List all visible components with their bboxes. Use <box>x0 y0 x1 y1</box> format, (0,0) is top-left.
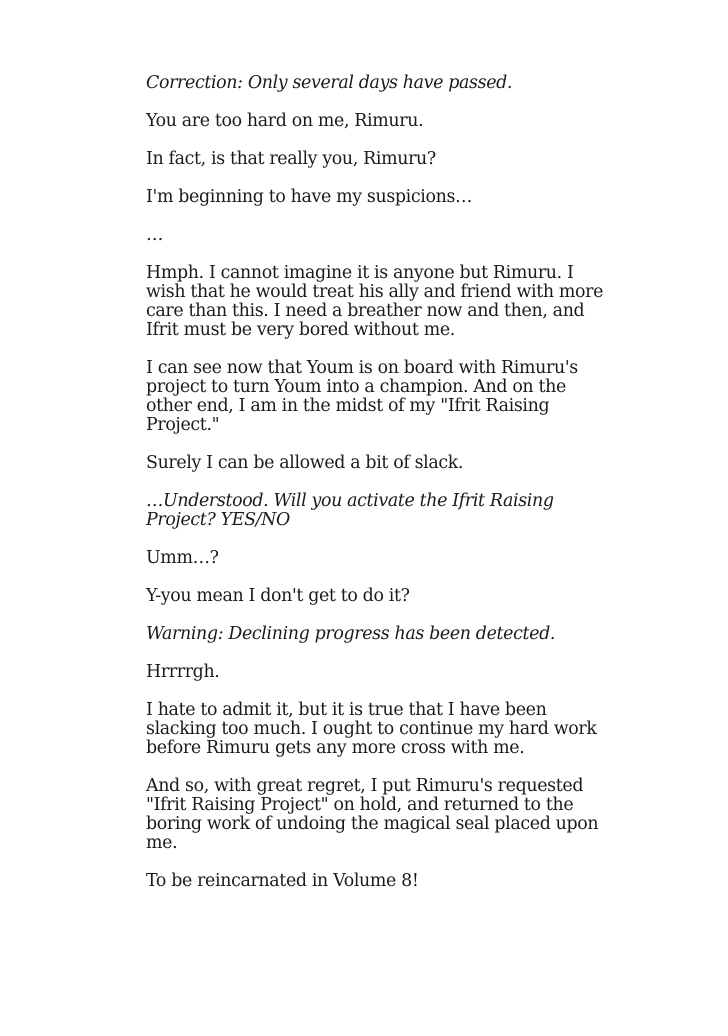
paragraph: …Understood. Will you activate the Ifrit Raising Project? YES/NO <box>146 491 554 530</box>
paragraph: Umm…? <box>146 548 219 568</box>
paragraph: Hmph. I cannot imagine it is anyone but Rimuru. I wish that he would treat his ally and friend with more care than this. I need a breather now and then, and Ifrit must be very bored without me. <box>146 263 604 340</box>
paragraph: Warning: Declining progress has been detected. <box>146 624 556 644</box>
paragraph: And so, with great regret, I put Rimuru's requested "Ifrit Raising Project" on hold, and returned to the boring work of undoing the magical seal placed upon me. <box>146 776 599 853</box>
paragraph: I hate to admit it, but it is true that I have been slacking too much. I ought to continue my hard work before Rimuru gets any more cross with me. <box>146 700 597 758</box>
paragraph: To be reincarnated in Volume 8! <box>146 871 419 891</box>
paragraph: … <box>146 225 164 245</box>
paragraph: Surely I can be allowed a bit of slack. <box>146 453 464 473</box>
paragraph: In fact, is that really you, Rimuru? <box>146 149 436 169</box>
paragraph: Hrrrrgh. <box>146 662 220 682</box>
paragraph: Y-you mean I don't get to do it? <box>146 586 410 606</box>
paragraph: Correction: Only several days have passed. <box>146 73 513 93</box>
paragraph: I can see now that Youm is on board with Rimuru's project to turn Youm into a champion. And on the other end, I am in the midst of my "Ifrit Raising Project." <box>146 358 578 435</box>
document-body <box>146 74 606 910</box>
paragraph: You are too hard on me, Rimuru. <box>146 111 424 131</box>
paragraph: I'm beginning to have my suspicions… <box>146 187 473 207</box>
